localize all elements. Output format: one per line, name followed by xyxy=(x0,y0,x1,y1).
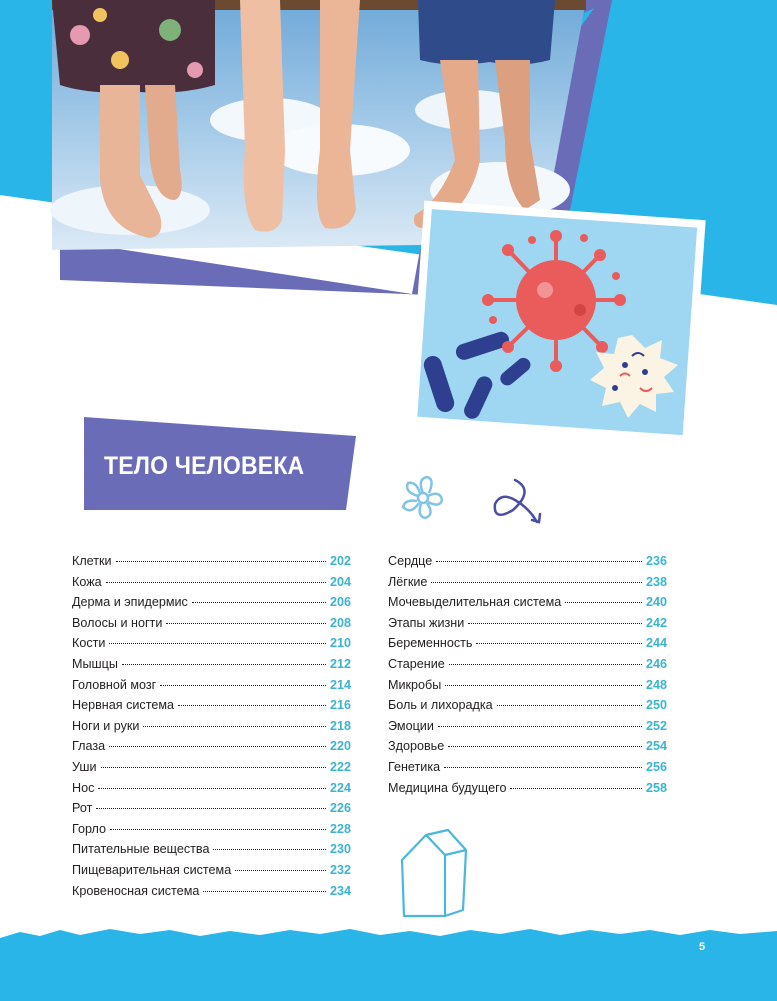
toc-entry[interactable] xyxy=(388,739,667,760)
toc-entry[interactable] xyxy=(388,698,667,719)
toc-entry[interactable] xyxy=(388,636,667,657)
toc-leader-dots xyxy=(235,870,326,871)
house-icon xyxy=(402,830,466,916)
toc-leader-dots xyxy=(122,664,326,665)
toc-entry-title: Кожа xyxy=(72,574,102,589)
toc-entry-title: Старение xyxy=(388,656,445,671)
toc-entry[interactable] xyxy=(72,719,351,740)
toc-leader-dots xyxy=(116,561,326,562)
toc-entry-page: 214 xyxy=(329,677,351,692)
toc-entry-page: 208 xyxy=(329,615,351,630)
toc-leader-dots xyxy=(96,808,326,809)
toc-entry-page: 228 xyxy=(329,821,351,836)
toc-entry-page: 244 xyxy=(645,636,667,651)
toc-entry-page: 234 xyxy=(329,883,351,898)
page-number: 5 xyxy=(699,941,706,953)
toc-entry-page: 210 xyxy=(329,636,351,651)
toc-entry-page: 248 xyxy=(645,677,667,692)
toc-leader-dots xyxy=(444,767,642,768)
toc-entry-page: 224 xyxy=(329,780,351,795)
toc-entry[interactable] xyxy=(72,554,351,575)
toc-leader-dots xyxy=(510,788,642,789)
toc-entry-title: Беременность xyxy=(388,636,473,651)
toc-leader-dots xyxy=(476,643,642,644)
toc-entry-page: 212 xyxy=(329,656,351,671)
toc-entry-title: Боль и лихорадка xyxy=(388,698,493,713)
toc-leader-dots xyxy=(203,891,326,892)
toc-leader-dots xyxy=(438,726,642,727)
toc-leader-dots xyxy=(106,582,326,583)
toc-entry[interactable] xyxy=(388,678,667,699)
toc-leader-dots xyxy=(565,602,642,603)
toc-entry-title: Нос xyxy=(72,780,95,795)
toc-entry-title: Эмоции xyxy=(388,718,434,733)
toc-entry-title: Мышцы xyxy=(72,656,118,671)
toc-entry[interactable] xyxy=(72,657,351,678)
toc-entry[interactable] xyxy=(72,636,351,657)
toc-entry-title: Ноги и руки xyxy=(72,718,140,733)
toc-entry[interactable] xyxy=(72,760,351,781)
toc-entry-page: 254 xyxy=(645,739,667,754)
toc-entry[interactable] xyxy=(72,575,351,596)
toc-entry-title: Дерма и эпидермис xyxy=(72,595,188,610)
toc-entry[interactable] xyxy=(388,616,667,637)
toc-leader-dots xyxy=(101,767,326,768)
toc-entry[interactable] xyxy=(72,678,351,699)
toc-entry-title: Микробы xyxy=(388,677,442,692)
flower-icon xyxy=(403,477,442,518)
toc-entry[interactable] xyxy=(388,657,667,678)
toc-entry-title: Горло xyxy=(72,821,107,836)
toc-leader-dots xyxy=(109,643,326,644)
toc-leader-dots xyxy=(448,746,642,747)
toc-leader-dots xyxy=(178,705,326,706)
toc-entry-title: Кровеносная система xyxy=(72,883,200,898)
toc-entry[interactable] xyxy=(72,616,351,637)
toc-leader-dots xyxy=(468,623,642,624)
toc-entry-page: 222 xyxy=(329,759,351,774)
toc-entry[interactable] xyxy=(388,781,667,802)
toc-entry-page: 226 xyxy=(329,801,351,816)
toc-entry-title: Головной мозг xyxy=(72,677,157,692)
toc-entry-page: 204 xyxy=(329,574,351,589)
toc-entry-page: 246 xyxy=(645,656,667,671)
toc-entry-title: Кости xyxy=(72,636,106,651)
toc-entry[interactable] xyxy=(72,781,351,802)
toc-entry-title: Волосы и ногти xyxy=(72,615,163,630)
toc-leader-dots xyxy=(436,561,642,562)
toc-leader-dots xyxy=(449,664,642,665)
toc-entry-title: Рот xyxy=(72,801,93,816)
toc-leader-dots xyxy=(431,582,642,583)
toc-leader-dots xyxy=(98,788,326,789)
toc-entry-page: 230 xyxy=(329,842,351,857)
toc-leader-dots xyxy=(497,705,642,706)
section-title: ТЕЛО ЧЕЛОВЕКА xyxy=(104,452,305,480)
toc-entry[interactable] xyxy=(72,739,351,760)
toc-entry[interactable] xyxy=(388,719,667,740)
toc-leader-dots xyxy=(445,685,642,686)
toc-entry[interactable] xyxy=(388,595,667,616)
toc-entry-title: Пищеварительная система xyxy=(72,862,232,877)
toc-entry[interactable] xyxy=(388,760,667,781)
toc-entry[interactable] xyxy=(72,801,351,822)
toc-entry-page: 216 xyxy=(329,698,351,713)
toc-entry-page: 238 xyxy=(645,574,667,589)
toc-entry[interactable] xyxy=(388,554,667,575)
toc-entry-title: Уши xyxy=(72,759,97,774)
toc-entry-page: 232 xyxy=(329,862,351,877)
toc-entry-page: 236 xyxy=(645,554,667,568)
toc-entry-title: Лёгкие xyxy=(388,574,428,589)
toc-leader-dots xyxy=(109,746,326,747)
toc-leader-dots xyxy=(143,726,326,727)
toc-leader-dots xyxy=(110,829,326,830)
toc-entry-page: 218 xyxy=(329,718,351,733)
toc-left-column xyxy=(72,554,351,904)
virus-illustration xyxy=(482,230,626,372)
toc-entry[interactable] xyxy=(72,698,351,719)
toc-leader-dots xyxy=(166,623,326,624)
toc-leader-dots xyxy=(213,849,326,850)
toc-entry-page: 202 xyxy=(329,554,351,568)
toc-entry-title: Глаза xyxy=(72,739,106,754)
toc-entry[interactable] xyxy=(72,822,351,843)
toc-right-column xyxy=(388,554,667,801)
toc-entry-title: Питательные вещества xyxy=(72,842,210,857)
toc-entry[interactable] xyxy=(72,863,351,884)
toc-entry-title: Нервная система xyxy=(72,698,174,713)
toc-entry-page: 206 xyxy=(329,595,351,610)
toc-entry[interactable] xyxy=(388,575,667,596)
bottom-blue-band xyxy=(0,929,777,1001)
curly-arrow-icon xyxy=(495,480,540,522)
toc-entry-title: Медицина будущего xyxy=(388,780,507,795)
toc-entry-title: Генетика xyxy=(388,759,441,774)
toc-entry-page: 242 xyxy=(645,615,667,630)
toc-entry-title: Здоровье xyxy=(388,739,445,754)
toc-entry[interactable] xyxy=(72,842,351,863)
toc-entry-page: 220 xyxy=(329,739,351,754)
toc-leader-dots xyxy=(192,602,326,603)
toc-entry-page: 258 xyxy=(645,780,667,795)
toc-entry-page: 240 xyxy=(645,595,667,610)
toc-entry-page: 250 xyxy=(645,698,667,713)
toc-leader-dots xyxy=(160,685,326,686)
toc-entry-title: Клетки xyxy=(72,554,112,568)
toc-entry[interactable] xyxy=(72,595,351,616)
toc-entry-page: 256 xyxy=(645,759,667,774)
toc-entry[interactable] xyxy=(72,884,351,905)
toc-entry-title: Мочевыделительная система xyxy=(388,595,562,610)
toc-entry-page: 252 xyxy=(645,718,667,733)
toc-entry-title: Этапы жизни xyxy=(388,615,465,630)
toc-entry-title: Сердце xyxy=(388,554,433,568)
